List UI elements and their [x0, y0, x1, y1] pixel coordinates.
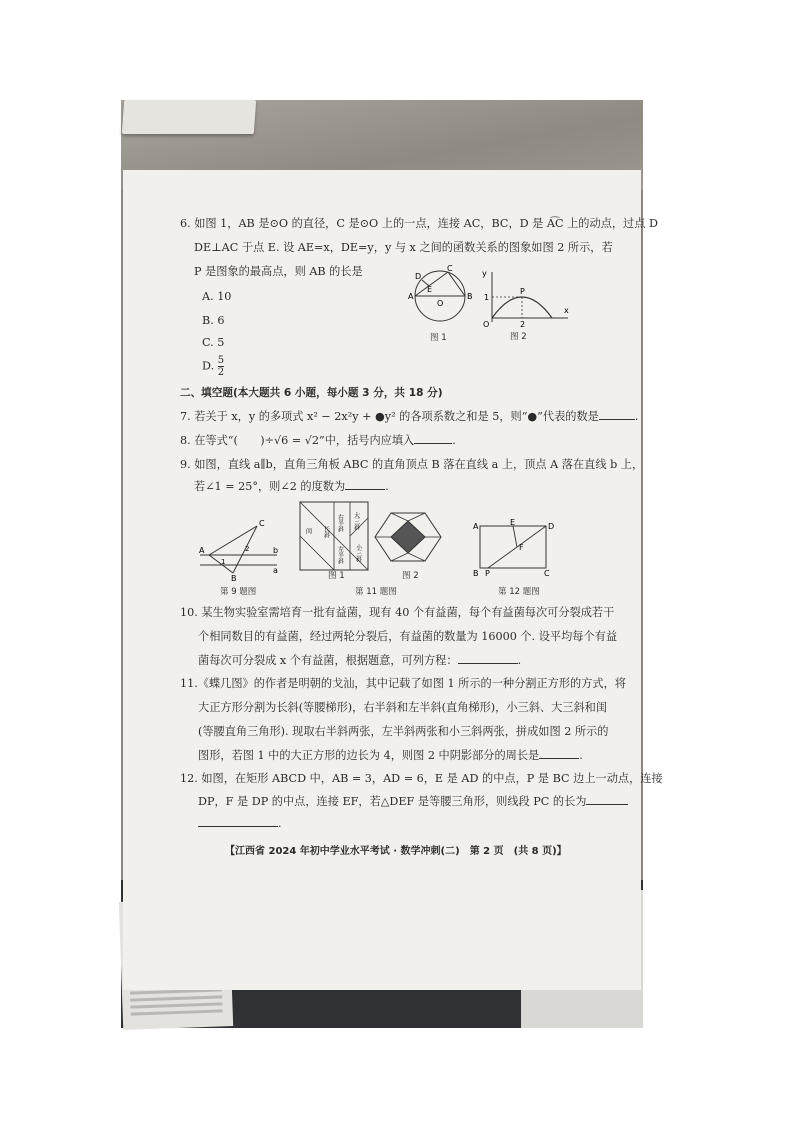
q12-label-p: P	[485, 569, 490, 578]
tape-strip	[122, 100, 256, 134]
fig2-label-x: x	[564, 306, 569, 315]
q11-cell-large: 大三斜	[352, 512, 360, 530]
q11-cell-long: 长斜	[322, 526, 330, 538]
q6-option-d-fraction: $\frac{5}{2}$	[217, 355, 225, 378]
fig1-label-d: D	[415, 272, 422, 281]
fig1-label-b: B	[467, 292, 473, 301]
q6-figure2	[480, 266, 572, 328]
q12-label-f: F	[519, 543, 524, 552]
q11-cell-right-half: 右半斜	[336, 514, 344, 532]
q11-figure2	[373, 511, 443, 563]
q6-line1: 6. 如图 1，AB 是⊙O 的直径，C 是⊙O 上的一点，连接 AC，BC，D 是 A͡C 上的动点，过点 D	[180, 217, 658, 230]
q9-label-c: C	[259, 519, 265, 528]
q11-line4: 图形，若图 1 中的大正方形的边长为 4，则图 2 中阴影部分的周长是 .	[198, 745, 583, 767]
q6-option-b: B. 6	[202, 314, 225, 327]
fig2-label-o: O	[483, 320, 490, 329]
q9-label-a-line: a	[273, 566, 278, 575]
q12-line1: 12. 如图，在矩形 ABCD 中，AB = 3，AD = 6，E 是 AD 的中点，P 是 BC 边上一动点，连接	[180, 772, 663, 785]
q11-group-caption: 第 11 题图	[355, 587, 397, 597]
fig2-label-2: 2	[520, 320, 526, 329]
q6-line3: P 是图象的最高点，则 AB 的长是	[194, 265, 363, 278]
q6-option-a: A. 10	[202, 290, 232, 303]
q12-line3: .	[198, 813, 282, 835]
q9-line2: 若∠1 = 25°，则∠2 的度数为 .	[194, 476, 389, 498]
q9-answer-blank[interactable]	[345, 477, 385, 490]
q11-cell-left-half: 左半斜	[336, 546, 344, 564]
q9-label-b-line: b	[273, 546, 279, 555]
page-footer: 【江西省 2024 年初中学业水平考试 · 数学冲刺(二) 第 2 页 (共 8 页)】	[225, 846, 567, 857]
q11-line1: 11.《蝶几图》的作者是明朝的戈汕，其中记载了如图 1 所示的一种分割正方形的方式，将	[180, 677, 626, 690]
q9-label-b: B	[231, 574, 237, 583]
q6-option-d-label: D.	[202, 359, 215, 373]
q6-fig1-caption: 图 1	[430, 333, 447, 343]
q9-figure	[195, 518, 280, 583]
q7-answer-blank[interactable]	[599, 407, 635, 420]
section2-title: 二、填空题(本大题共 6 小题，每小题 3 分，共 18 分)	[180, 387, 443, 399]
q12-label-e: E	[510, 518, 516, 527]
q10-line3: 菌每次可分裂成 x 个有益菌，根据题意，可列方程： .	[198, 650, 521, 672]
q6-figure1	[400, 264, 480, 328]
q12-fig-caption: 第 12 题图	[498, 587, 540, 597]
q11-figure1	[298, 500, 370, 572]
fig1-label-a: A	[408, 292, 414, 301]
q12-line2	[198, 791, 628, 813]
fig1-label-c: C	[447, 264, 453, 273]
fig1-label-e: E	[427, 285, 433, 294]
fig1-label-o: O	[437, 299, 444, 308]
q11-line2: 大正方形分割为长斜(等腰梯形)，右半斜和左半斜(直角梯形)，小三斜、大三斜和闺	[198, 701, 608, 714]
q12-figure	[470, 518, 555, 578]
q9-label-a: A	[199, 546, 205, 555]
q11-fig1-caption: 图 1	[328, 571, 345, 581]
q10-line1: 10. 某生物实验室需培育一批有益菌，现有 40 个有益菌，每个有益菌每次可分裂成若干	[180, 606, 615, 619]
q11-stem: 图形，若图 1 中的大正方形的边长为 4，则图 2 中阴影部分的周长是	[198, 749, 540, 762]
q6-fig2-caption: 图 2	[510, 332, 527, 342]
fig2-label-1: 1	[484, 293, 490, 302]
q12-label-d: D	[548, 522, 555, 531]
q7-text: 7. 若关于 x，y 的多项式 x² − 2x²y + ●y² 的各项系数之和是 5，则“●”代表的数是 .	[180, 406, 638, 428]
q12-label-b: B	[473, 569, 479, 578]
q10-answer-blank[interactable]	[458, 651, 518, 664]
q12-answer-blank[interactable]	[586, 792, 628, 805]
fig2-label-p: P	[520, 287, 525, 296]
q9-stem: 若∠1 = 25°，则∠2 的度数为	[194, 480, 346, 493]
q7-stem: 7. 若关于 x，y 的多项式 x² − 2x²y + ●y² 的各项系数之和是 5，则“●”代表的数是	[180, 410, 599, 423]
q11-cell-small: 小三斜	[354, 544, 362, 562]
q11-line3: (等腰直角三角形). 现取右半斜两张，左半斜两张和小三斜两张，拼成如图 2 所示的	[198, 725, 609, 738]
q8-text: 8. 在等式“( )÷√6 = √2”中，括号内应填入 .	[180, 430, 456, 452]
q11-cell-gui: 闺	[304, 528, 312, 534]
q9-line1: 9. 如图，直线 a∥b，直角三角板 ABC 的直角顶点 B 落在直线 a 上，顶点 A 落在直线 b 上，	[180, 458, 644, 471]
q10-stem: 菌每次可分裂成 x 个有益菌，根据题意，可列方程：	[198, 654, 458, 667]
q6-option-d	[202, 355, 224, 378]
q9-angle-2: 2	[245, 545, 250, 553]
q9-angle-1: 1	[221, 558, 226, 566]
q12-stem: DP，F 是 DP 的中点，连接 EF，若△DEF 是等腰三角形，则线段 PC 的长为	[198, 795, 587, 808]
q6-option-c: C. 5	[202, 336, 225, 349]
q12-label-a: A	[473, 522, 479, 531]
q8-answer-blank[interactable]	[414, 431, 452, 444]
fig2-label-y: y	[482, 269, 487, 278]
q12-label-c: C	[544, 569, 550, 578]
q8-stem: 8. 在等式“( )÷√6 = √2”中，括号内应填入	[180, 434, 415, 447]
q12-answer-blank-cont[interactable]	[198, 814, 278, 827]
q11-fig2-caption: 图 2	[402, 571, 419, 581]
q11-answer-blank[interactable]	[539, 746, 579, 759]
q9-fig-caption: 第 9 题图	[220, 587, 257, 597]
q6-line2: DE⊥AC 于点 E. 设 AE=x，DE=y，y 与 x 之间的函数关系的图象如图 2 所示，若	[194, 241, 613, 254]
q10-line2: 个相同数目的有益菌，经过两轮分裂后，有益菌的数量为 16000 个. 设平均每个有益	[198, 630, 618, 643]
